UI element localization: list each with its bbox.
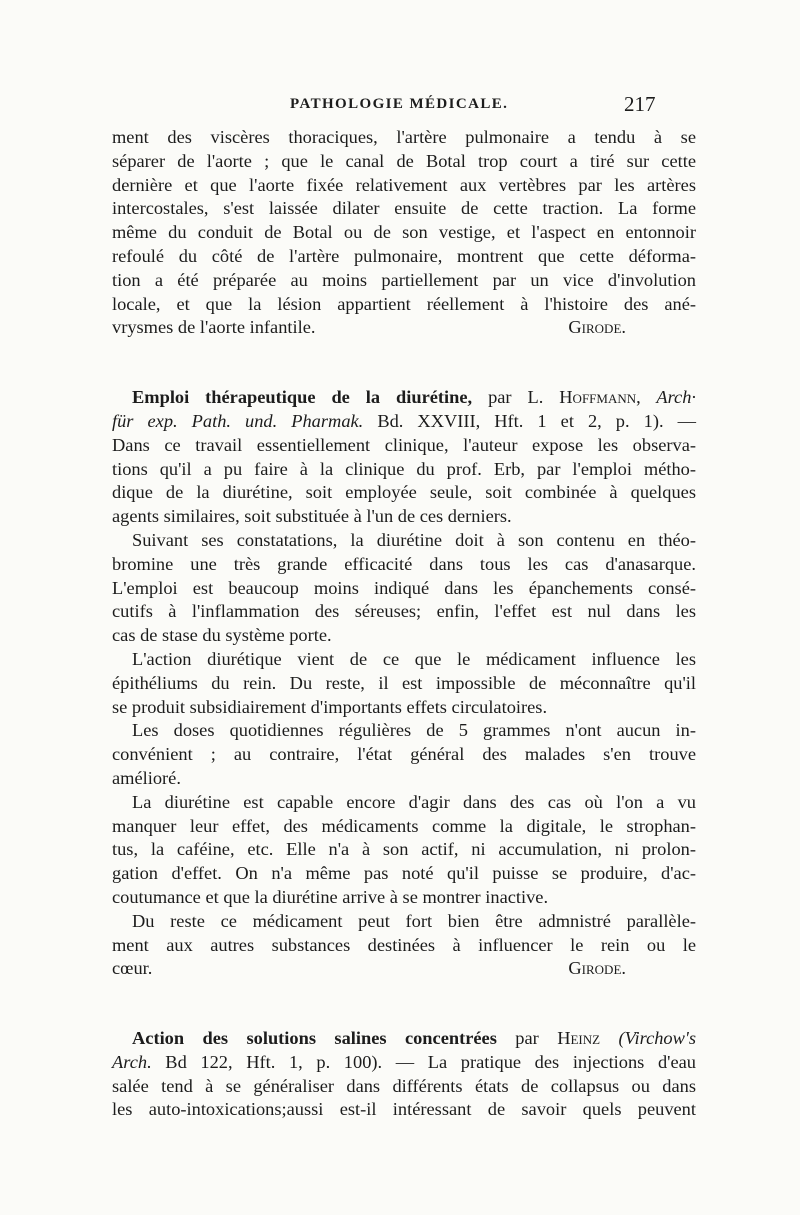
text-line: bromine une très grande efficacité dans tous les cas d'anasarque. (112, 553, 696, 574)
text-line: L'action diurétique vient de ce que le médicament influence les (132, 648, 696, 669)
text-line: cœur. (112, 958, 153, 979)
text-line: Les doses quotidiennes régulières de 5 grammes n'ont aucun in- (132, 720, 696, 741)
author-signature: Girode. (568, 317, 626, 338)
text-line: convénient ; au contraire, l'état général des malades s'en trouve (112, 744, 696, 765)
author-signature: Girode. (568, 958, 626, 979)
citation-line (112, 1051, 696, 1075)
text-line: locale, et que la lésion appartient réellement à l'histoire des ané- (112, 293, 696, 314)
page-header (0, 92, 800, 118)
text-line: L'emploi est beaucoup moins indiqué dans les épanchements consé- (112, 577, 696, 598)
text-line: manquer leur effet, des médicaments comme la digitale, le strophan- (112, 815, 696, 836)
text-line: intercostales, s'est laissée dilater ensuite de cette traction. La forme (112, 198, 696, 219)
citation-line (112, 410, 696, 434)
running-title: PATHOLOGIE MÉDICALE. (290, 96, 509, 112)
text-line: cutifs à l'inflammation des séreuses; enfin, l'effet est nul dans les (112, 601, 696, 622)
heading-text: par L. (472, 387, 560, 408)
text-line: amélioré. (112, 767, 181, 788)
journal-name: Arch. (112, 1051, 152, 1072)
text-line: coutumance et que la diurétine arrive à se montrer inactive. (112, 886, 549, 907)
review-title: Emploi thérapeutique de la diurétine, (132, 387, 473, 408)
page-number: 217 (624, 92, 656, 116)
text-line: salée tend à se généraliser dans différents états de collapsus ou dans (112, 1075, 696, 1096)
text-line: séparer de l'aorte ; que le canal de Botal trop court a tiré sur cette (112, 150, 696, 171)
text-line: La diurétine est capable encore d'agir dans des cas où l'on a vu (132, 791, 696, 812)
text-line: ment des viscères thoraciques, l'artère pulmonaire a tendu à se (112, 127, 696, 147)
heading-text: par (496, 1028, 558, 1049)
journal-name: für exp. Path. und. Pharmak. (112, 410, 364, 431)
text-line: dique de la diurétine, soit employée seule, soit combinée à quelques (112, 482, 696, 503)
text-line: se produit subsidiairement d'importants effets circulatoires. (112, 696, 548, 717)
signed-line (112, 316, 696, 340)
text-line: ment aux autres substances destinées à influencer le rein ou le (112, 934, 696, 955)
review-author: Hoffmann, (559, 387, 641, 408)
text-line: tions qu'il a pu faire à la clinique du prof. Erb, par l'emploi métho- (112, 458, 696, 479)
text-line: cas de stase du système porte. (112, 625, 332, 646)
text-line: Suivant ses constatations, la diurétine doit à son contenu en théo- (132, 529, 696, 550)
text-line: les auto-intoxications;aussi est-il intéressant de savoir quels peuvent (112, 1099, 696, 1120)
text-line: Dans ce travail essentiellement clinique, l'auteur expose les observa- (112, 434, 696, 455)
review-solutions-salines (112, 1027, 696, 1122)
body-text (112, 126, 696, 1122)
review-diuretine (112, 386, 696, 981)
text-line: agents similaires, soit substituée à l'un de ces derniers. (112, 506, 512, 527)
text-line: tion a été préparée au moins partiellement par un vice d'involution (112, 269, 696, 290)
text-line: dernière et que l'aorte fixée relativement aux vertèbres par les artères (112, 174, 696, 195)
review-author: Heinz (557, 1028, 601, 1049)
journal-name: (Virchow's (600, 1028, 696, 1049)
text-line: Du reste ce médicament peut fort bien être admnistré parallèle- (132, 910, 696, 931)
citation-text: Bd 122, Hft. 1, p. 100). — La pratique des injections d'eau (151, 1051, 696, 1072)
section-continuation (112, 126, 696, 340)
text-line: même du conduit de Botal ou de son vestige, et l'aspect en entonnoir (112, 222, 696, 243)
signed-line (112, 957, 696, 981)
journal-name: Arch· (640, 387, 697, 408)
text-line: tus, la caféine, etc. Elle n'a à son actif, ni accumulation, ni prolon- (112, 839, 696, 860)
text-line: vrysmes de l'aorte infantile. (112, 317, 316, 338)
text-line: gation d'effet. On n'a même pas noté qu'il puisse se produire, d'ac- (112, 863, 696, 884)
citation-text: Bd. XXVIII, Hft. 1 et 2, p. 1). — (363, 410, 696, 431)
review-heading (112, 386, 696, 410)
text-line: épithéliums du rein. Du reste, il est impossible de méconnaître qu'il (112, 672, 696, 693)
review-title: Action des solutions salines concentrées (132, 1028, 497, 1049)
text-line: refoulé du côté de l'artère pulmonaire, montrent que cette déforma- (112, 245, 696, 266)
review-heading (112, 1027, 696, 1051)
